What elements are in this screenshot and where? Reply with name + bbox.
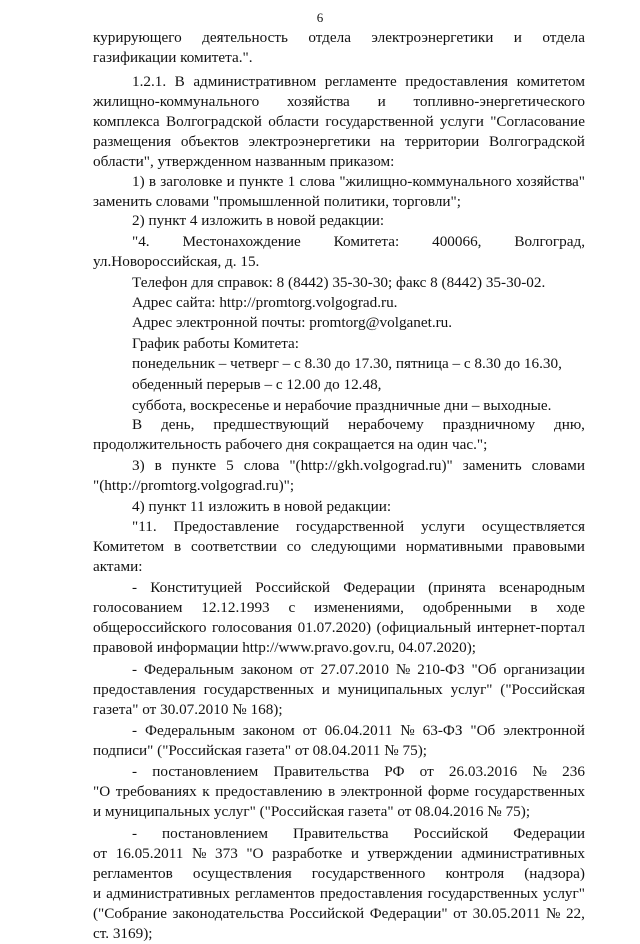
word: муниципальных [337,681,443,698]
word: с [288,599,296,616]
word: 16.05.2011 [115,845,184,862]
text-line [93,112,585,132]
text-line: области", утвержденном названным приказом: [93,153,395,170]
text-line: продолжительность рабочего дня сокращается на один час."; [93,436,488,453]
word: Российской [255,579,331,596]
text-line: 4) пункт 11 изложить в новой редакции: [132,498,392,515]
word: в [327,783,336,800]
word: Российской [289,905,365,922]
word: регламентов [235,885,315,902]
word: постановлением [161,825,269,842]
word: слова [299,173,336,190]
word: к [202,783,210,800]
text-line: График работы Комитета: [132,335,299,352]
text-line: суббота, воскресенье и нерабочие праздничные дни – выходные. [132,397,552,414]
text-line [93,537,585,557]
word: № [400,722,415,739]
word: 236 [562,763,585,780]
word: Волгоградской [489,133,585,150]
text-line [132,456,585,476]
word: законом [242,722,295,739]
word: 26.03.2016 [448,763,518,780]
word: пункте [238,173,284,190]
text-line [93,844,585,864]
word: от [299,661,314,678]
word: Волгоградской [165,113,262,130]
word: голосования [211,619,293,636]
word: заголовке [160,173,223,190]
word: форме [427,783,470,800]
word: 63-ФЗ [422,722,463,739]
word: 12.12.1993 [201,599,270,616]
word: территории [404,133,480,150]
word: Федерации [513,825,585,842]
word: осуществляется [481,518,585,535]
word: Предоставление [173,518,279,535]
word: Федеральным [144,722,235,739]
text-line: Адрес сайта: http://promtorg.volgograd.ru. [132,294,398,311]
word: электронной [340,783,423,800]
word: комитетом [516,73,585,90]
text-line [93,28,585,48]
word: ходе [556,599,585,616]
word: области [268,113,320,130]
text-line [132,721,585,741]
text-line: подписи" ("Российская газета" от 08.04.2011 № 75); [93,742,428,759]
word: отдела [308,29,351,46]
word: государственных [203,681,314,698]
word: "Согласование [490,113,585,130]
word: законодательства [172,905,284,922]
word: контроля [445,865,505,882]
word: всенародным [498,579,585,596]
word: нормативными [405,538,503,555]
word: предшествующий [213,416,330,433]
word: услуг" [450,681,493,698]
text-line [93,92,585,112]
word: в [530,599,538,616]
word: - [132,661,138,678]
word: государственных [474,783,585,800]
word: и [321,681,330,698]
word: электронной [503,722,585,739]
word: постановлением [152,763,259,780]
text-line: ст. 3169); [93,925,153,942]
word: в [174,538,182,555]
word: предоставлению [215,783,323,800]
word: № [191,845,207,862]
text-line [132,172,585,192]
text-line [93,904,585,924]
word: Правительства [273,763,370,780]
text-line [93,598,585,618]
word: предоставления [93,681,196,698]
text-line [132,72,585,92]
word: словами [531,457,585,474]
word: "Об [470,722,496,739]
word: и [93,885,102,902]
text-line [93,782,585,802]
word: жилищно-коммунального [93,93,260,110]
word: услуг" [543,885,585,902]
word: № [532,763,547,780]
word: отдела [542,29,585,46]
word: Федерации [343,579,415,596]
word: Местонахождение [182,233,301,250]
word: праздничному [442,416,536,433]
text-line: понедельник – четверг – с 8.30 до 17.30, пятница – с 8.30 до 16.30, [132,355,562,372]
word: требованиях [115,783,197,800]
word: № [395,661,411,678]
word: регламентов [93,865,173,882]
text-line: правовой информации http://www.pravo.gov.ru, 04.07.2020); [93,639,477,656]
word: день, [161,416,195,433]
word: (принята [428,579,486,596]
word: услуги [421,518,465,535]
word: административных [461,845,585,862]
word: на [380,133,396,150]
word: Федеральным [143,661,234,678]
word: государственной [295,518,405,535]
text-line: обеденный перерыв – с 12.00 до 12.48, [132,376,382,393]
word: РФ [384,763,405,780]
word: законом [240,661,293,678]
word: объектов [180,133,239,150]
text-line [93,864,585,884]
word: ("Российская [500,681,585,698]
word: разработке [272,845,343,862]
word: от [419,763,434,780]
text-line [132,232,585,252]
text-line: и муниципальных услуг" ("Российская газета" от 08.04.2016 № 75); [93,803,531,820]
word: (надзора) [524,865,585,882]
word: и [226,173,235,190]
word: одобренными [422,599,512,616]
word: "О [246,845,264,862]
word: 3) [132,457,145,474]
word: административных [106,885,230,902]
word: Российской [413,825,489,842]
word: 30.05.2011 [472,905,541,922]
word: размещения [93,133,172,150]
word: регламенте [324,73,397,90]
page-number: 6 [316,10,324,25]
word: в [154,457,162,474]
text-line [93,618,585,638]
word: "4. [132,233,150,250]
word: от [302,722,317,739]
word: 01.07.2020) [297,619,372,636]
word: 06.04.2011 [324,722,393,739]
word: № [545,905,561,922]
text-line: ул.Новороссийская, д. 15. [93,253,260,270]
word: Комитетом [93,538,165,555]
word: изменениями, [314,599,404,616]
word: организации [503,661,585,678]
word: 22, [565,905,585,922]
word: предоставления [405,73,509,90]
word: хозяйства [286,93,350,110]
text-line [132,517,585,537]
word: топливно-энергетического [413,93,585,110]
word: деятельность [202,29,288,46]
text-line: актами: [93,558,143,575]
word: В [174,73,185,90]
text-line: газификации комитета.". [93,49,253,66]
word: курирующего [93,29,182,46]
word: "жилищно-коммунального [339,173,512,190]
word: Конституцией [150,579,243,596]
word: заменить [462,457,522,474]
word: 1 [287,173,296,190]
word: дню, [553,416,585,433]
text-line: "(http://promtorg.volgograd.ru)"; [93,477,295,494]
word: нерабочему [347,416,424,433]
word: 1.2.1. [132,73,167,90]
word: 373 [215,845,238,862]
word: административном [193,73,317,90]
text-line [132,824,585,844]
text-line: заменить словами "промышленной политики, торговли"; [93,193,461,210]
text-line [132,415,585,435]
word: электроэнергетики [371,29,494,46]
word: - [132,763,138,780]
word: следующими [310,538,397,555]
word: "(http://gkh.volgograd.ru)" [289,457,453,474]
word: Правительства [292,825,389,842]
word: пункте [171,457,217,474]
text-line: Телефон для справок: 8 (8442) 35-30-30; факс 8 (8442) 35-30-02. [132,274,546,291]
word: государственной [325,113,434,130]
word: и [513,29,522,46]
text-line: 2) пункт 4 изложить в новой редакции: [132,212,385,229]
word: услуги [439,113,484,130]
word: соответствии [191,538,277,555]
word: - [132,579,138,596]
word: "О [93,783,111,800]
word: - [132,722,138,739]
word: интернет-портал [476,619,585,636]
text-line [93,884,585,904]
word: правовыми [512,538,585,555]
word: предоставления [319,885,423,902]
word: государственных [427,885,538,902]
word: 5 [226,457,234,474]
word: и [350,845,359,862]
word: в [148,173,157,190]
text-line: Адрес электронной почты: promtorg@volganet.ru. [132,314,453,331]
word: от [93,845,108,862]
word: В [132,416,143,433]
text-line [93,132,585,152]
word: общероссийского [93,619,207,636]
word: от [453,905,468,922]
word: - [132,825,138,842]
text-line [93,680,585,700]
word: 1) [132,173,145,190]
word: 400066, [432,233,482,250]
word: 27.07.2010 [320,661,389,678]
word: Комитета: [333,233,400,250]
word: комплекса [93,113,160,130]
word: слова [243,457,280,474]
word: государственного [311,865,426,882]
word: 210-ФЗ [417,661,465,678]
word: и [377,93,386,110]
word: электроэнергетики [248,133,371,150]
word: ("Собрание [93,905,168,922]
word: хозяйства" [515,173,585,190]
word: осуществления [192,865,292,882]
word: утверждении [367,845,453,862]
text-line [132,762,585,782]
word: "11. [132,518,157,535]
text-line: газета" от 30.07.2010 № 168); [93,701,283,718]
text-line [132,660,585,680]
word: Волгоград, [514,233,585,250]
word: Федерации" [369,905,448,922]
text-line [132,578,585,598]
word: голосованием [93,599,183,616]
word: со [286,538,302,555]
word: (официальный [376,619,472,636]
word: "Об [471,661,497,678]
